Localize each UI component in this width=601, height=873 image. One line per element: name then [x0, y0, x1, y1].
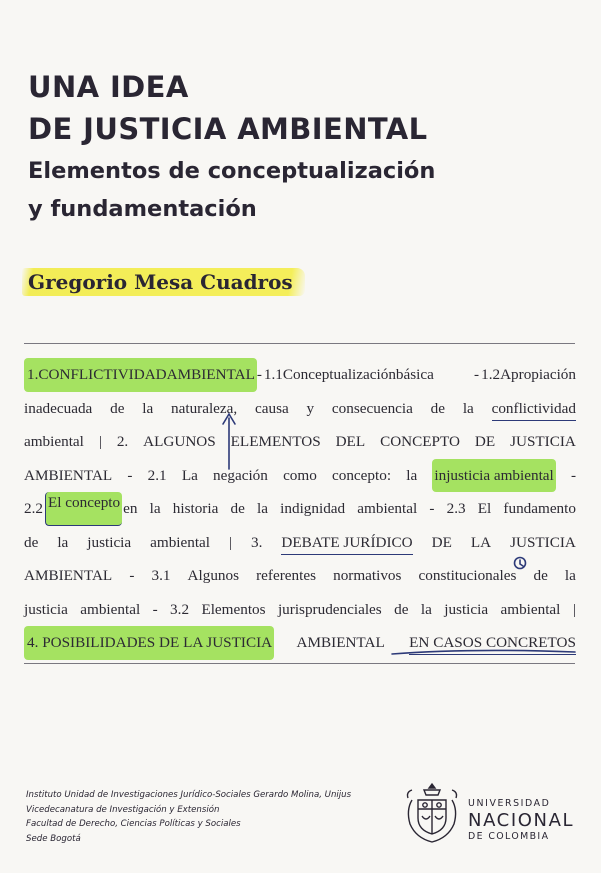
toc-highlight: 1.CONFLICTIVIDADAMBIENTAL [24, 358, 257, 392]
toc-underline: conflictividad [492, 398, 576, 421]
toc-line-6: de la justicia ambiental | 3. DEBATE JURÍDICO DE LA JUSTICIA [24, 526, 576, 560]
toc-line-9: 4. POSIBILIDADES DE LA JUSTICIA AMBIENTAL EN CASOS CONCRETOS [24, 626, 576, 660]
toc-highlight: El concepto [45, 492, 122, 526]
toc-line-1: 1.CONFLICTIVIDADAMBIENTAL - 1.1Conceptualizaciónbásica - 1.2Apropiación [24, 358, 576, 392]
toc-line-7: AMBIENTAL - 3.1 Algunos referentes normativos constitucionales de la [24, 567, 576, 584]
toc-line-8: justicia ambiental - 3.2 Elementos jurisprudenciales de la justicia ambiental | [24, 600, 576, 618]
top-divider [24, 343, 575, 344]
toc-highlight: injusticia ambiental [432, 459, 555, 493]
toc-line-3: ambiental | 2. ALGUNOS ELEMENTOS DEL CONCEPTO DE JUSTICIA [24, 433, 576, 450]
subtitle-line-2: y fundamentación [28, 196, 257, 222]
author-name: Gregorio Mesa Cuadros [22, 268, 305, 296]
toc-line-2: inadecuada de la naturaleza, causa y consecuencia de la conflictividad [24, 392, 576, 426]
toc-underline: EN CASOS CONCRETOS [409, 632, 576, 655]
logo-wordmark: UNIVERSIDAD NACIONAL DE COLOMBIA [468, 798, 575, 842]
toc-line-4: AMBIENTAL - 2.1 La negación como concepto: la injusticia ambiental - [24, 459, 576, 493]
title-line-1: UNA IDEA [28, 70, 189, 104]
table-of-contents [24, 358, 576, 660]
publisher-info: Instituto Unidad de Investigaciones Jurídico-Sociales Gerardo Molina, Unijus Vicedecanatura de Investigación y Extensión Facultad de Derecho, Ciencias Políticas y Sociales Sede Bogotá [26, 790, 352, 844]
university-logo [404, 778, 574, 848]
bottom-divider [24, 663, 575, 664]
toc-line-5: 2.2 El concepto en la historia de la indignidad ambiental - 2.3 El fundamento [24, 492, 576, 526]
toc-underline: DEBATE JURÍDICO [281, 532, 412, 555]
title-line-2: DE JUSTICIA AMBIENTAL [28, 112, 428, 146]
subtitle-line-1: Elementos de conceptualización [28, 158, 436, 184]
title-block [28, 66, 588, 228]
toc-highlight: 4. POSIBILIDADES DE LA JUSTICIA [24, 626, 274, 660]
coat-of-arms-icon [404, 778, 460, 848]
